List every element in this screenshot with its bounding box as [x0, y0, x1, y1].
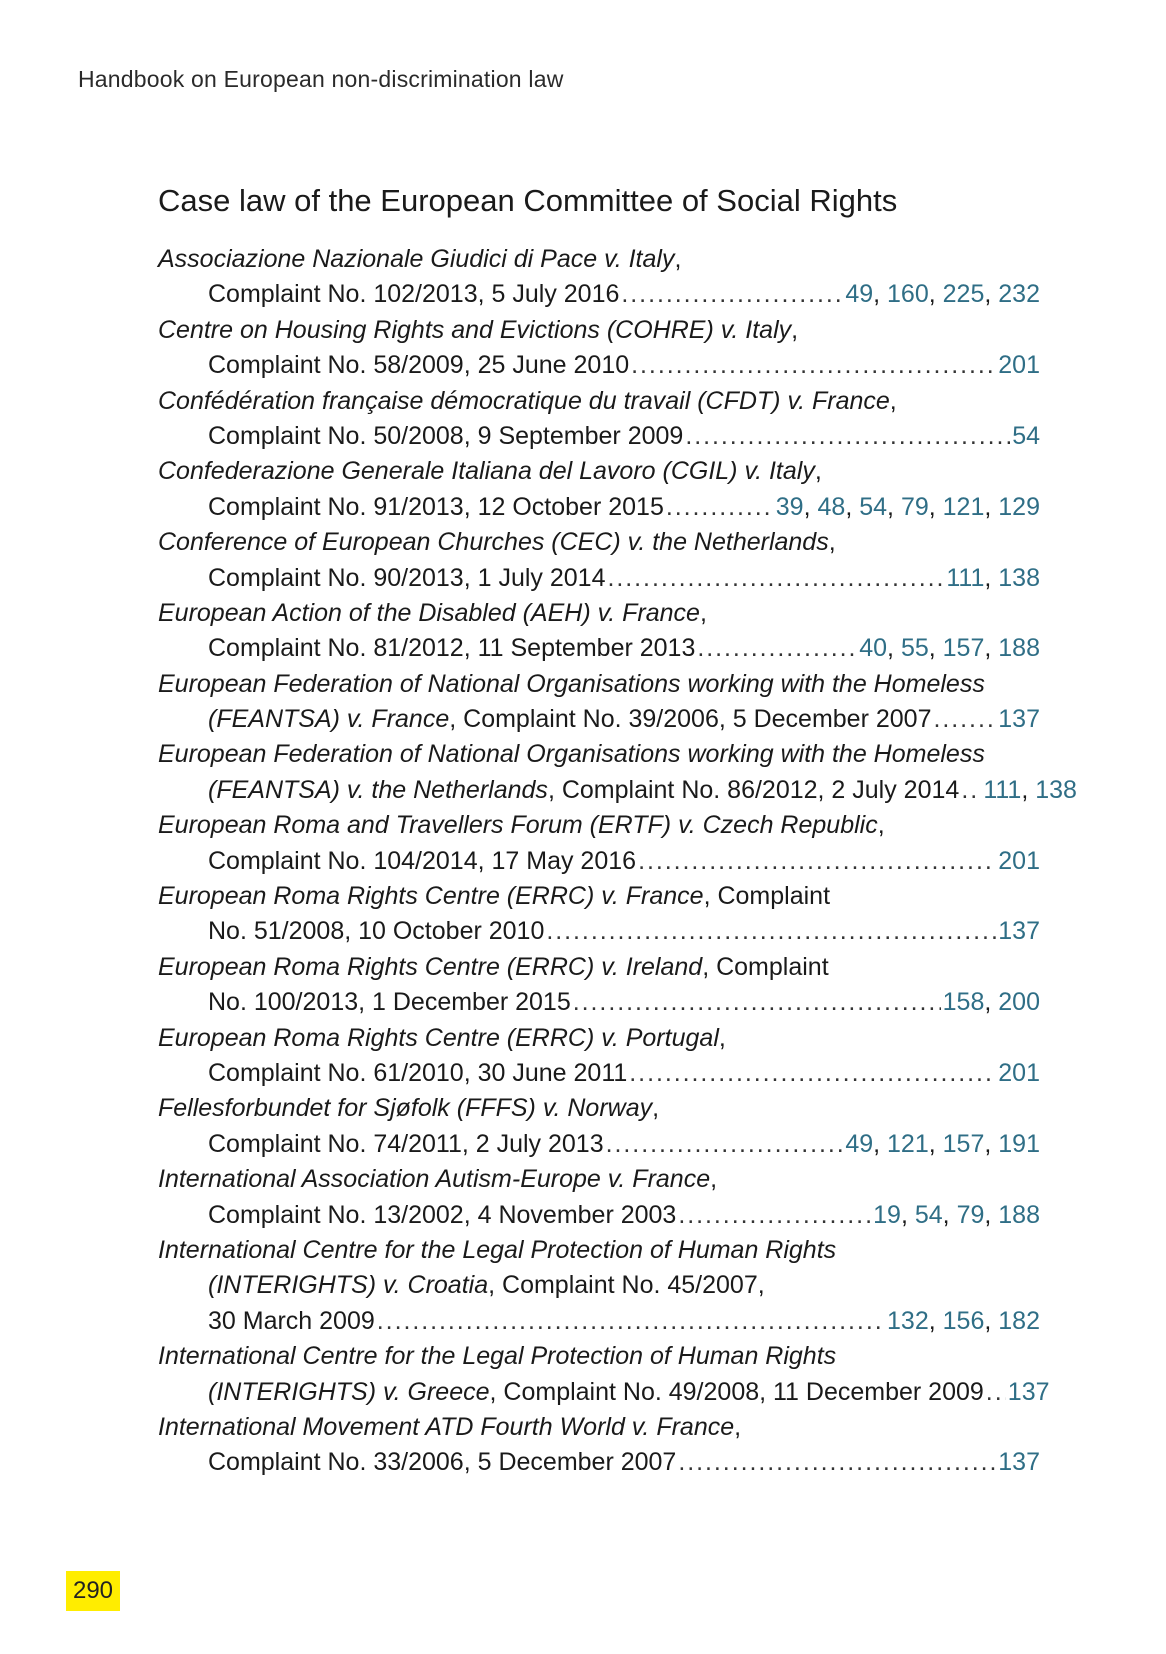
page-references: 39, 48, 54, 79, 121, 129	[775, 492, 1040, 521]
page-link[interactable]: 79	[900, 492, 929, 521]
case-name: (FEANTSA) v. France	[208, 705, 450, 734]
case-name: European Roma Rights Centre (ERRC) v. France	[158, 882, 704, 911]
case-entry	[158, 1233, 1040, 1339]
page-link[interactable]: 49	[845, 1129, 874, 1158]
case-title-line	[158, 1162, 1040, 1197]
case-title-line	[158, 808, 1040, 843]
page-link[interactable]: 182	[998, 1306, 1040, 1335]
case-name: International Centre for the Legal Protection of Human Rights	[158, 1342, 837, 1371]
case-title-line	[158, 313, 1040, 348]
page-references: 19, 54, 79, 188	[873, 1200, 1040, 1229]
complaint-line	[158, 702, 1040, 737]
page-link[interactable]: 111	[983, 775, 1022, 804]
case-name: (FEANTSA) v. the Netherlands	[208, 775, 548, 804]
page-references: 40, 55, 157, 188	[859, 634, 1040, 663]
case-name: International Centre for the Legal Protection of Human Rights	[158, 1235, 837, 1264]
case-title-line	[158, 879, 1040, 914]
case-name: Conference of European Churches (CEC) v. the Netherlands	[158, 528, 829, 557]
complaint-text: Complaint No. 74/2011, 2 July 2013	[208, 1129, 604, 1158]
complaint-line	[158, 277, 1040, 312]
case-entry	[158, 808, 1040, 879]
dot-leader	[607, 561, 944, 596]
page-link[interactable]: 201	[998, 1058, 1040, 1087]
page-link[interactable]: 200	[998, 988, 1040, 1017]
page-number: 290	[66, 1571, 120, 1611]
page-link[interactable]: 201	[998, 846, 1040, 875]
complaint-line	[158, 490, 1040, 525]
case-entry	[158, 879, 1040, 950]
case-name: European Federation of National Organisations working with the Homeless	[158, 740, 985, 769]
page-references: 132, 156, 182	[887, 1306, 1040, 1335]
page-references: 111, 138	[946, 563, 1040, 592]
page-link[interactable]: 54	[859, 492, 888, 521]
page-link[interactable]: 54	[914, 1200, 943, 1229]
complaint-text: , Complaint No. 45/2007,	[488, 1271, 765, 1300]
dot-leader	[685, 419, 1010, 454]
case-name: Fellesforbundet for Sjøfolk (FFFS) v. Norway	[158, 1094, 653, 1123]
page-link[interactable]: 137	[998, 917, 1040, 946]
page-references: 111, 138	[983, 775, 1077, 804]
page-link[interactable]: 232	[998, 280, 1040, 309]
case-name: International Association Autism-Europe v. France	[158, 1165, 711, 1194]
case-name: European Roma Rights Centre (ERRC) v. Ireland	[158, 952, 703, 981]
running-header: Handbook on European non-discrimination law	[78, 66, 564, 92]
case-name: (INTERIGHTS) v. Croatia	[208, 1271, 489, 1300]
complaint-line	[158, 419, 1040, 454]
complaint-text: Complaint No. 50/2008, 9 September 2009	[208, 421, 684, 450]
complaint-line	[158, 631, 1040, 666]
case-title-text: ,	[814, 457, 822, 486]
case-entry	[158, 1021, 1040, 1092]
dot-leader	[546, 914, 996, 949]
case-title-text: ,	[652, 1094, 660, 1123]
case-title-text: , Complaint	[702, 952, 829, 981]
complaint-line	[158, 1127, 1040, 1162]
case-name: European Roma and Travellers Forum (ERTF) v. Czech Republic	[158, 811, 878, 840]
case-title-line	[158, 667, 1040, 702]
case-title-text: ,	[889, 386, 897, 415]
case-title-text: ,	[828, 528, 836, 557]
case-title-text: , Complaint	[703, 882, 831, 911]
case-name: European Roma Rights Centre (ERRC) v. Portugal	[158, 1023, 719, 1052]
case-detail-line	[158, 1268, 1040, 1303]
case-name: Confédération française démocratique du travail (CFDT) v. France	[158, 386, 890, 415]
complaint-line	[158, 1056, 1040, 1091]
page-link[interactable]: 137	[1007, 1377, 1050, 1406]
complaint-line	[158, 1198, 1040, 1233]
case-entry	[158, 525, 1040, 596]
dot-leader	[629, 1056, 996, 1091]
dot-leader	[621, 277, 843, 312]
complaint-line	[158, 1375, 1050, 1410]
complaint-text: No. 51/2008, 10 October 2010	[208, 917, 545, 946]
page-link[interactable]: 137	[998, 1448, 1040, 1477]
complaint-text: 30 March 2009	[208, 1306, 375, 1335]
page-link[interactable]: 39	[775, 492, 804, 521]
complaint-text: Complaint No. 13/2002, 4 November 2003	[208, 1200, 677, 1229]
case-title-line	[158, 1233, 1040, 1268]
complaint-text	[208, 1375, 984, 1410]
page-link[interactable]: 138	[1035, 775, 1077, 804]
case-title-line	[158, 242, 1040, 277]
page-link[interactable]: 40	[859, 634, 888, 663]
page-link[interactable]: 55	[900, 634, 929, 663]
case-name: European Action of the Disabled (AEH) v. France	[158, 598, 700, 627]
case-title-text: ,	[718, 1023, 726, 1052]
complaint-line	[158, 348, 1040, 383]
page-link[interactable]: 121	[942, 492, 985, 521]
case-title-text: ,	[699, 598, 707, 627]
complaint-text: Complaint No. 33/2006, 5 December 2007	[208, 1448, 677, 1477]
case-entry	[158, 1091, 1040, 1162]
case-title-line	[158, 454, 1040, 489]
complaint-text: , Complaint No. 86/2012, 2 July 2014	[547, 775, 960, 804]
case-name: International Movement ATD Fourth World v. France	[158, 1412, 735, 1441]
page-link[interactable]: 191	[998, 1129, 1040, 1158]
page-link[interactable]: 158	[942, 988, 985, 1017]
page-link[interactable]: 48	[817, 492, 846, 521]
case-entry	[158, 313, 1040, 384]
section-title: Case law of the European Committee of Social Rights	[158, 183, 898, 218]
complaint-text: Complaint No. 81/2012, 11 September 2013	[208, 634, 696, 663]
case-entry	[158, 384, 1040, 455]
page-references	[998, 844, 1040, 879]
page-link[interactable]: 138	[998, 563, 1040, 592]
page-link[interactable]: 54	[1012, 421, 1040, 450]
page-link[interactable]: 49	[845, 280, 874, 309]
case-entry	[158, 454, 1040, 525]
complaint-text: Complaint No. 104/2014, 17 May 2016	[208, 846, 637, 875]
page-link[interactable]: 129	[998, 492, 1040, 521]
page-link[interactable]: 157	[942, 1129, 985, 1158]
page-references	[998, 1445, 1040, 1480]
dot-leader	[638, 844, 996, 879]
page-link[interactable]: 19	[873, 1200, 901, 1229]
case-title-line	[158, 525, 1040, 560]
dot-leader	[697, 631, 857, 666]
page-link[interactable]: 121	[887, 1129, 929, 1158]
complaint-text: , Complaint No. 49/2008, 11 December 2009	[489, 1377, 984, 1406]
dot-leader	[986, 1375, 1006, 1410]
page-link[interactable]: 157	[942, 634, 985, 663]
page-references: 49, 121, 157, 191	[845, 1129, 1040, 1158]
case-entry	[158, 737, 1077, 808]
case-title-line	[158, 596, 1040, 631]
case-title-line	[158, 1091, 1040, 1126]
complaint-line	[158, 914, 1040, 949]
page-references	[1012, 419, 1040, 454]
case-title-text: ,	[734, 1412, 742, 1441]
page-link[interactable]: 156	[942, 1306, 985, 1335]
complaint-line	[158, 1445, 1040, 1480]
case-entry	[158, 242, 1040, 313]
page-link[interactable]: 188	[998, 634, 1040, 663]
complaint-text: Complaint No. 90/2013, 1 July 2014	[208, 563, 606, 592]
case-name: Centre on Housing Rights and Evictions (COHRE) v. Italy	[158, 315, 792, 344]
case-entry	[158, 1162, 1040, 1233]
case-title-text: ,	[877, 811, 885, 840]
complaint-line	[158, 985, 1040, 1020]
page-references: 49, 160, 225, 232	[845, 280, 1040, 309]
case-title-line	[158, 384, 1040, 419]
case-entry	[158, 950, 1040, 1021]
case-entry	[158, 667, 1040, 738]
page-link[interactable]: 137	[998, 705, 1040, 734]
page-link[interactable]: 111	[946, 563, 985, 592]
complaint-text	[208, 702, 931, 737]
dot-leader	[631, 348, 996, 383]
dot-leader	[606, 1127, 844, 1162]
page-link[interactable]: 79	[956, 1200, 985, 1229]
case-name: (INTERIGHTS) v. Greece	[208, 1377, 490, 1406]
case-title-line	[158, 1339, 1040, 1374]
case-title-line	[158, 950, 1040, 985]
page-link[interactable]: 188	[998, 1200, 1040, 1229]
complaint-text: , Complaint No. 39/2006, 5 December 2007	[449, 705, 932, 734]
dot-leader	[961, 773, 981, 808]
page-references	[998, 914, 1040, 949]
page-references	[1008, 1375, 1050, 1410]
complaint-text: Complaint No. 58/2009, 25 June 2010	[208, 351, 630, 380]
case-title-text: ,	[710, 1165, 718, 1194]
page-references	[998, 702, 1040, 737]
case-law-list	[158, 242, 1077, 1481]
complaint-text: No. 100/2013, 1 December 2015	[208, 988, 571, 1017]
dot-leader	[573, 985, 941, 1020]
dot-leader	[933, 702, 996, 737]
dot-leader	[678, 1198, 871, 1233]
dot-leader	[377, 1304, 885, 1339]
dot-leader	[666, 490, 774, 525]
dot-leader	[678, 1445, 996, 1480]
complaint-line	[158, 844, 1040, 879]
page-references	[998, 1056, 1040, 1091]
case-title-text: ,	[674, 245, 682, 273]
case-name: Confederazione Generale Italiana del Lavoro (CGIL) v. Italy	[158, 457, 815, 486]
complaint-text: Complaint No. 61/2010, 30 June 2011	[208, 1058, 628, 1087]
case-entry	[158, 1410, 1040, 1481]
case-title-line	[158, 1410, 1040, 1445]
case-title-line	[158, 737, 1040, 772]
page-link[interactable]: 160	[887, 280, 929, 309]
complaint-line	[158, 1304, 1040, 1339]
page-references	[998, 348, 1040, 383]
case-name: European Federation of National Organisations working with the Homeless	[158, 669, 985, 698]
case-title-line	[158, 1021, 1040, 1056]
complaint-text	[208, 773, 959, 808]
page-link[interactable]: 225	[942, 280, 985, 309]
complaint-line	[158, 773, 1077, 808]
page-link[interactable]: 201	[998, 351, 1040, 380]
case-title-text: ,	[791, 315, 799, 344]
complaint-text: Complaint No. 102/2013, 5 July 2016	[208, 280, 620, 309]
case-entry	[158, 1339, 1050, 1410]
page-link[interactable]: 132	[887, 1306, 929, 1335]
complaint-text: Complaint No. 91/2013, 12 October 2015	[208, 492, 664, 521]
complaint-line	[158, 561, 1040, 596]
page-references: 158, 200	[942, 988, 1040, 1017]
case-name: Associazione Nazionale Giudici di Pace v. Italy	[158, 245, 675, 273]
case-entry	[158, 596, 1040, 667]
